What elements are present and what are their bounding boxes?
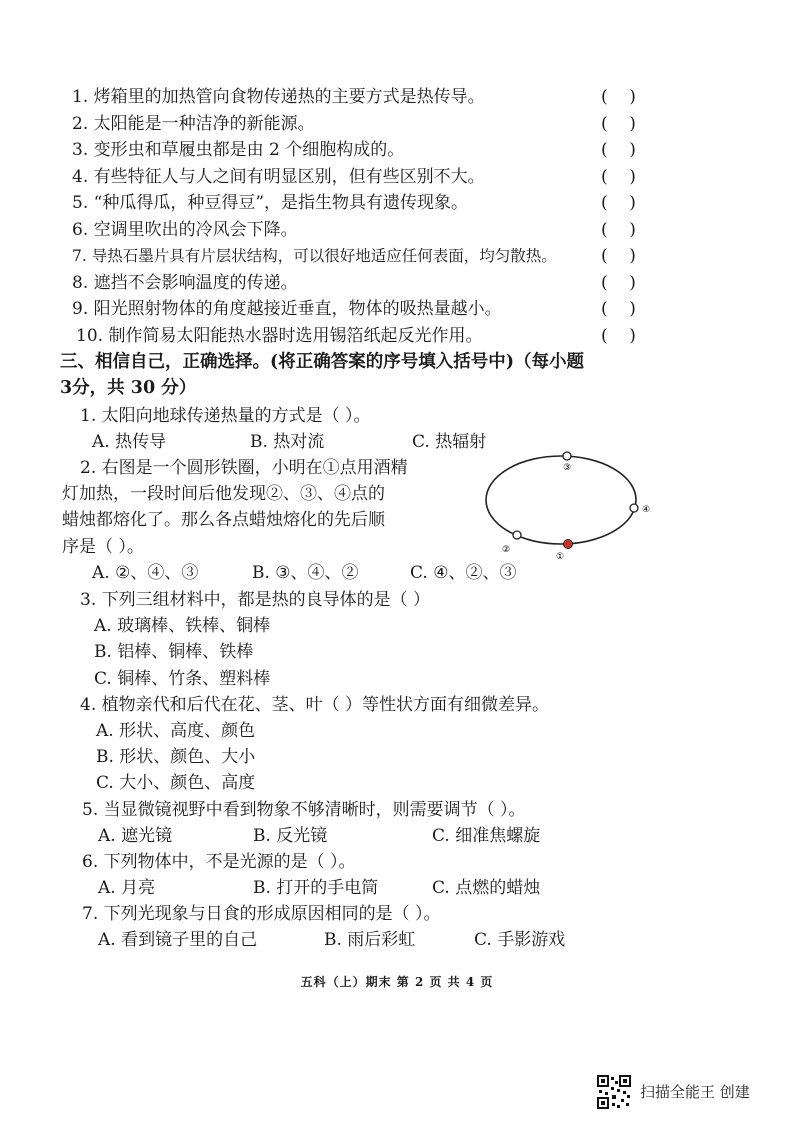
point-2-candle bbox=[513, 531, 521, 539]
label-point-1: ① bbox=[556, 552, 565, 562]
iron-ring bbox=[486, 456, 636, 544]
tf-item-10: 10. 制作简易太阳能热水器时选用锡箔纸起反光作用。 bbox=[76, 326, 483, 346]
question-4-stem: 4. 植物亲代和后代在花、茎、叶（ ）等性状方面有细微差异。 bbox=[80, 695, 550, 715]
tf-item-2: 2. 太阳能是一种洁净的新能源。 bbox=[72, 114, 315, 134]
question-5-option-a[interactable]: A. 遮光镜 bbox=[98, 826, 173, 846]
question-3-option-a[interactable]: A. 玻璃棒、铁棒、铜棒 bbox=[94, 616, 271, 636]
tf-answer-blank-6[interactable]: ( ) bbox=[601, 220, 636, 240]
tf-answer-blank-9[interactable]: ( ) bbox=[601, 299, 636, 319]
question-2-stem-line-3: 蜡烛都熔化了。那么各点蜡烛熔化的先后顺 bbox=[62, 510, 385, 530]
qr-code-icon bbox=[597, 1075, 631, 1109]
tf-item-6: 6. 空调里吹出的冷风会下降。 bbox=[72, 220, 298, 240]
tf-answer-blank-3[interactable]: ( ) bbox=[601, 140, 636, 160]
section-3-title: 三、相信自己，正确选择。(将正确答案的序号填入括号中)（每小题 bbox=[60, 352, 585, 372]
question-3-option-b[interactable]: B. 铝棒、铜棒、铁棒 bbox=[94, 642, 254, 662]
question-1-option-b[interactable]: B. 热对流 bbox=[250, 432, 325, 452]
question-5-option-c[interactable]: C. 细准焦螺旋 bbox=[432, 826, 541, 846]
tf-answer-blank-2[interactable]: ( ) bbox=[601, 114, 636, 134]
question-4-option-a[interactable]: A. 形状、高度、颜色 bbox=[96, 721, 256, 741]
tf-item-9: 9. 阳光照射物体的角度越接近垂直，物体的吸热量越小。 bbox=[72, 299, 502, 319]
question-7-option-b[interactable]: B. 雨后彩虹 bbox=[324, 930, 416, 950]
question-4-option-c[interactable]: C. 大小、颜色、高度 bbox=[96, 773, 256, 793]
tf-item-3: 3. 变形虫和草履虫都是由 2 个细胞构成的。 bbox=[72, 140, 405, 160]
question-7-option-a[interactable]: A. 看到镜子里的自己 bbox=[98, 930, 258, 950]
question-2-option-b[interactable]: B. ③、④、② bbox=[252, 563, 359, 583]
iron-ring-diagram bbox=[478, 448, 658, 568]
question-5-stem: 5. 当显微镜视野中看到物象不够清晰时，则需要调节（ ）。 bbox=[82, 800, 526, 820]
tf-item-7: 7. 导热石墨片具有片层状结构，可以很好地适应任何表面，均匀散热。 bbox=[72, 247, 557, 265]
question-4-option-b[interactable]: B. 形状、颜色、大小 bbox=[96, 747, 256, 767]
point-4-candle bbox=[630, 504, 638, 512]
tf-answer-blank-10[interactable]: ( ) bbox=[601, 326, 636, 346]
question-2-option-c[interactable]: C. ④、②、③ bbox=[410, 563, 517, 583]
question-3-stem: 3. 下列三组材料中，都是热的良导体的是（ ） bbox=[80, 590, 431, 610]
tf-item-4: 4. 有些特征人与人之间有明显区别，但有些区别不大。 bbox=[72, 167, 485, 187]
tf-item-5: 5. “种瓜得瓜，种豆得豆”，是指生物具有遗传现象。 bbox=[72, 193, 469, 213]
question-2-option-a[interactable]: A. ②、④、③ bbox=[92, 563, 199, 583]
question-6-stem: 6. 下列物体中，不是光源的是（ ）。 bbox=[82, 852, 356, 872]
tf-answer-blank-7[interactable]: ( ) bbox=[601, 246, 636, 266]
question-1-option-a[interactable]: A. 热传导 bbox=[92, 432, 167, 452]
label-point-2: ② bbox=[502, 545, 511, 555]
tf-answer-blank-8[interactable]: ( ) bbox=[601, 273, 636, 293]
question-6-option-c[interactable]: C. 点燃的蜡烛 bbox=[432, 878, 541, 898]
question-2-stem-line-1: 2. 右图是一个圆形铁圈，小明在①点用酒精 bbox=[80, 458, 408, 478]
page-footer: 五科（上）期末 第 2 页 共 4 页 bbox=[300, 975, 494, 989]
tf-item-1: 1. 烤箱里的加热管向食物传递热的主要方式是热传导。 bbox=[72, 87, 485, 107]
question-2-stem-line-4: 序是（ ）。 bbox=[62, 537, 144, 557]
tf-answer-blank-4[interactable]: ( ) bbox=[601, 167, 636, 187]
scanner-watermark: 扫描全能王 创建 bbox=[640, 1083, 750, 1101]
point-1-heat-source bbox=[564, 540, 573, 549]
tf-answer-blank-1[interactable]: ( ) bbox=[601, 87, 636, 107]
question-1-option-c[interactable]: C. 热辐射 bbox=[412, 432, 487, 452]
question-1-stem: 1. 太阳向地球传递热量的方式是（ ）。 bbox=[80, 406, 371, 426]
question-7-option-c[interactable]: C. 手影游戏 bbox=[474, 930, 566, 950]
question-3-option-c[interactable]: C. 铜棒、竹条、塑料棒 bbox=[94, 669, 271, 689]
question-7-stem: 7. 下列光现象与日食的形成原因相同的是（ ）。 bbox=[82, 904, 441, 924]
label-point-3: ③ bbox=[563, 463, 572, 473]
question-2-stem-line-2: 灯加热，一段时间后他发现②、③、④点的 bbox=[62, 484, 385, 504]
question-6-option-b[interactable]: B. 打开的手电筒 bbox=[253, 878, 379, 898]
label-point-4: ④ bbox=[642, 505, 651, 515]
question-5-option-b[interactable]: B. 反光镜 bbox=[253, 826, 328, 846]
tf-answer-blank-5[interactable]: ( ) bbox=[601, 193, 636, 213]
section-3-score-note: 3分，共 30 分） bbox=[60, 378, 197, 398]
point-3-candle bbox=[563, 452, 571, 460]
question-6-option-a[interactable]: A. 月亮 bbox=[98, 878, 156, 898]
tf-item-8: 8. 遮挡不会影响温度的传递。 bbox=[72, 273, 298, 293]
